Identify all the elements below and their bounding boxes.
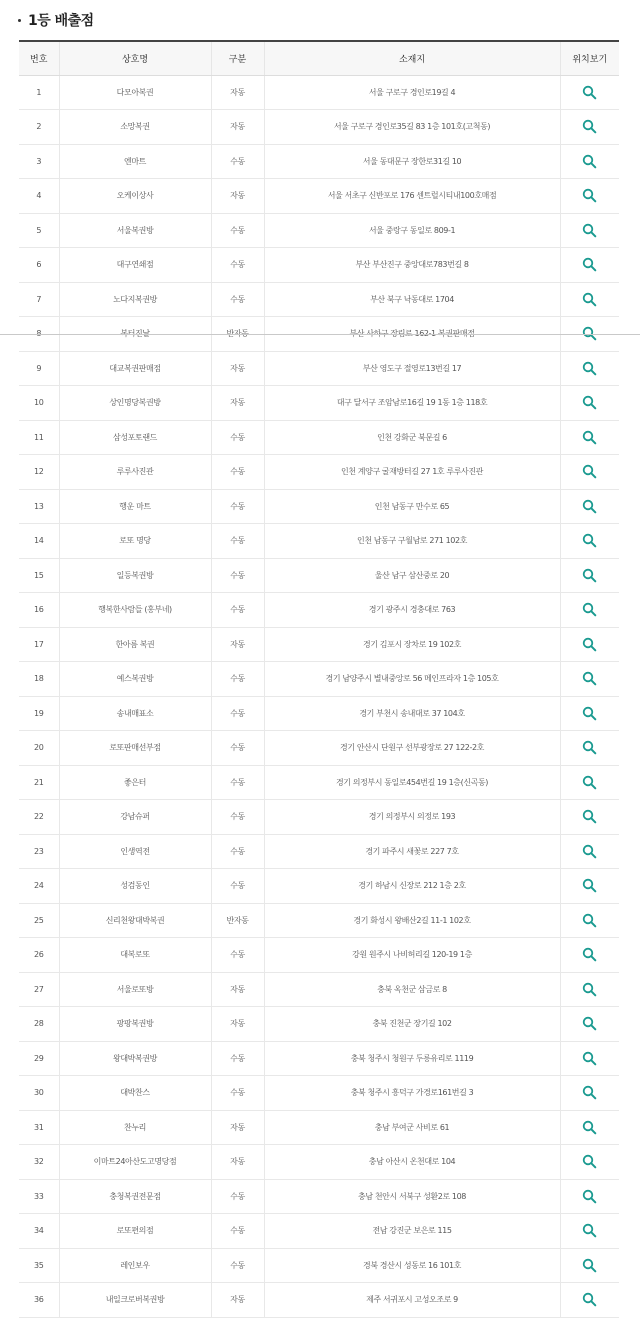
search-icon[interactable] — [582, 154, 597, 169]
purchase-type: 자동 — [211, 627, 264, 662]
store-address: 경기 남양주시 별내중앙로 56 메인프라자 1층 105호 — [264, 662, 560, 697]
store-address: 경기 부천시 송내대로 37 104호 — [264, 696, 560, 731]
table-row — [19, 765, 619, 800]
location-cell — [560, 731, 619, 766]
store-address: 경기 하남시 신장로 212 1층 2호 — [264, 869, 560, 904]
table-row — [19, 248, 619, 283]
store-name: 레인보우 — [59, 1248, 211, 1283]
table-row — [19, 1041, 619, 1076]
store-name: 로또 명당 — [59, 524, 211, 559]
store-address: 서울 구로구 경인로19길 4 — [264, 75, 560, 110]
purchase-type: 수동 — [211, 144, 264, 179]
row-number: 4 — [19, 179, 59, 214]
store-name: 충청복권전문점 — [59, 1179, 211, 1214]
location-cell — [560, 110, 619, 145]
location-cell — [560, 1179, 619, 1214]
location-cell — [560, 213, 619, 248]
search-icon[interactable] — [582, 671, 597, 686]
search-icon[interactable] — [582, 430, 597, 445]
store-address: 경기 파주시 새꽃로 227 7호 — [264, 834, 560, 869]
location-cell — [560, 1041, 619, 1076]
table-row — [19, 662, 619, 697]
search-icon[interactable] — [582, 361, 597, 376]
store-address: 경기 화성시 왕배산2길 11-1 102호 — [264, 903, 560, 938]
row-number: 22 — [19, 800, 59, 835]
purchase-type: 자동 — [211, 1145, 264, 1180]
store-address: 경기 안산시 단원구 선부광장로 27 122-2호 — [264, 731, 560, 766]
table-row — [19, 627, 619, 662]
search-icon[interactable] — [582, 188, 597, 203]
search-icon[interactable] — [582, 292, 597, 307]
store-name: 엔마트 — [59, 144, 211, 179]
store-address: 강원 원주시 나비허리길 120-19 1층 — [264, 938, 560, 973]
search-icon[interactable] — [582, 1051, 597, 1066]
store-address: 서울 동대문구 장한로31길 10 — [264, 144, 560, 179]
search-icon[interactable] — [582, 257, 597, 272]
table-row — [19, 593, 619, 628]
location-cell — [560, 696, 619, 731]
search-icon[interactable] — [582, 1016, 597, 1031]
search-icon[interactable] — [582, 85, 597, 100]
purchase-type: 수동 — [211, 213, 264, 248]
location-cell — [560, 938, 619, 973]
store-name: 노다지복권방 — [59, 282, 211, 317]
search-icon[interactable] — [582, 223, 597, 238]
store-name: 좋은터 — [59, 765, 211, 800]
purchase-type: 반자동 — [211, 903, 264, 938]
header-location: 위치보기 — [560, 41, 619, 75]
search-icon[interactable] — [582, 844, 597, 859]
purchase-type: 수동 — [211, 455, 264, 490]
row-number: 21 — [19, 765, 59, 800]
store-address: 충북 옥천군 삼금로 8 — [264, 972, 560, 1007]
purchase-type: 자동 — [211, 972, 264, 1007]
purchase-type: 수동 — [211, 593, 264, 628]
store-name: 대교복권판매점 — [59, 351, 211, 386]
store-address: 경북 경산시 성동로 16 101호 — [264, 1248, 560, 1283]
row-number: 23 — [19, 834, 59, 869]
purchase-type: 자동 — [211, 110, 264, 145]
header-number: 번호 — [19, 41, 59, 75]
store-name: 이마트24아산도고명당점 — [59, 1145, 211, 1180]
store-address: 전남 강진군 보은로 115 — [264, 1214, 560, 1249]
location-cell — [560, 593, 619, 628]
table-row — [19, 179, 619, 214]
store-name: 강남슈퍼 — [59, 800, 211, 835]
purchase-type: 수동 — [211, 420, 264, 455]
store-name: 일등복권방 — [59, 558, 211, 593]
table-row — [19, 731, 619, 766]
store-name: 대박찬스 — [59, 1076, 211, 1111]
table-row — [19, 800, 619, 835]
store-address: 서울 구로구 경인로35길 83 1층 101호(고척동) — [264, 110, 560, 145]
purchase-type: 수동 — [211, 489, 264, 524]
store-name: 루루사진관 — [59, 455, 211, 490]
table-row — [19, 558, 619, 593]
row-number: 36 — [19, 1283, 59, 1318]
location-cell — [560, 386, 619, 421]
table-row — [19, 1145, 619, 1180]
row-number: 16 — [19, 593, 59, 628]
location-cell — [560, 869, 619, 904]
bullet-icon — [18, 19, 21, 22]
store-name: 예스복권방 — [59, 662, 211, 697]
row-number: 31 — [19, 1110, 59, 1145]
store-name: 서울복권방 — [59, 213, 211, 248]
row-number: 15 — [19, 558, 59, 593]
store-address: 서울 중랑구 동일로 809-1 — [264, 213, 560, 248]
store-name: 한아름 복권 — [59, 627, 211, 662]
table-row — [19, 455, 619, 490]
store-name: 행운 마트 — [59, 489, 211, 524]
store-address: 인천 남동구 구월남로 271 102호 — [264, 524, 560, 559]
store-name: 내일크로버복권방 — [59, 1283, 211, 1318]
row-number: 28 — [19, 1007, 59, 1042]
purchase-type: 수동 — [211, 1214, 264, 1249]
search-icon[interactable] — [582, 878, 597, 893]
search-icon[interactable] — [582, 1189, 597, 1204]
row-number: 26 — [19, 938, 59, 973]
row-number: 7 — [19, 282, 59, 317]
location-cell — [560, 1007, 619, 1042]
location-cell — [560, 1145, 619, 1180]
store-name: 서울로또방 — [59, 972, 211, 1007]
location-cell — [560, 1110, 619, 1145]
row-number: 34 — [19, 1214, 59, 1249]
purchase-type: 자동 — [211, 351, 264, 386]
table-row — [19, 1248, 619, 1283]
header-address: 소재지 — [264, 41, 560, 75]
section-title-text: 1등 배출점 — [28, 13, 94, 29]
row-number: 25 — [19, 903, 59, 938]
search-icon[interactable] — [582, 499, 597, 514]
purchase-type: 수동 — [211, 662, 264, 697]
store-name: 성검동인 — [59, 869, 211, 904]
location-cell — [560, 420, 619, 455]
row-number: 3 — [19, 144, 59, 179]
divider-line — [0, 334, 640, 335]
purchase-type: 수동 — [211, 869, 264, 904]
location-cell — [560, 351, 619, 386]
location-cell — [560, 972, 619, 1007]
purchase-type: 수동 — [211, 1041, 264, 1076]
table-row — [19, 213, 619, 248]
purchase-type: 수동 — [211, 1179, 264, 1214]
table-row — [19, 1076, 619, 1111]
store-name: 대구연쇄점 — [59, 248, 211, 283]
search-icon[interactable] — [582, 982, 597, 997]
row-number: 11 — [19, 420, 59, 455]
store-address: 울산 남구 삼산중로 20 — [264, 558, 560, 593]
location-cell — [560, 524, 619, 559]
purchase-type: 수동 — [211, 282, 264, 317]
table-row — [19, 386, 619, 421]
location-cell — [560, 800, 619, 835]
row-number: 10 — [19, 386, 59, 421]
row-number: 30 — [19, 1076, 59, 1111]
table-row — [19, 144, 619, 179]
table-row — [19, 1214, 619, 1249]
store-name: 오케이상사 — [59, 179, 211, 214]
table-row — [19, 834, 619, 869]
row-number: 14 — [19, 524, 59, 559]
location-cell — [560, 75, 619, 110]
section-title — [18, 8, 94, 32]
purchase-type: 자동 — [211, 179, 264, 214]
purchase-type: 수동 — [211, 248, 264, 283]
store-address: 경기 의정부시 의정로 193 — [264, 800, 560, 835]
store-name: 송내매표소 — [59, 696, 211, 731]
purchase-type: 수동 — [211, 524, 264, 559]
store-address: 대구 달서구 조암남로16길 19 1동 1층 118호 — [264, 386, 560, 421]
store-address: 경기 의정부시 동일로454번길 19 1층(신곡동) — [264, 765, 560, 800]
row-number: 13 — [19, 489, 59, 524]
search-icon[interactable] — [582, 1085, 597, 1100]
table-header-row — [19, 41, 619, 75]
row-number: 9 — [19, 351, 59, 386]
search-icon[interactable] — [582, 395, 597, 410]
search-icon[interactable] — [582, 1120, 597, 1135]
store-name: 신리천왕대박복권 — [59, 903, 211, 938]
search-icon[interactable] — [582, 913, 597, 928]
store-address: 인천 남동구 만수로 65 — [264, 489, 560, 524]
store-address: 경기 김포시 장차로 19 102호 — [264, 627, 560, 662]
location-cell — [560, 627, 619, 662]
location-cell — [560, 248, 619, 283]
store-address: 충북 진천군 장기길 102 — [264, 1007, 560, 1042]
store-address: 부산 영도구 절영로13번길 17 — [264, 351, 560, 386]
table-row — [19, 489, 619, 524]
row-number: 17 — [19, 627, 59, 662]
purchase-type: 수동 — [211, 696, 264, 731]
search-icon[interactable] — [582, 775, 597, 790]
location-cell — [560, 1214, 619, 1249]
store-name: 인생역전 — [59, 834, 211, 869]
table-row — [19, 972, 619, 1007]
table-row — [19, 1283, 619, 1318]
store-address: 충남 천안시 서북구 성환2로 108 — [264, 1179, 560, 1214]
winning-stores-table — [19, 40, 619, 1318]
row-number: 35 — [19, 1248, 59, 1283]
location-cell — [560, 662, 619, 697]
store-address: 경기 광주시 경충대로 763 — [264, 593, 560, 628]
row-number: 12 — [19, 455, 59, 490]
row-number: 1 — [19, 75, 59, 110]
search-icon[interactable] — [582, 568, 597, 583]
row-number: 6 — [19, 248, 59, 283]
search-icon[interactable] — [582, 464, 597, 479]
purchase-type: 자동 — [211, 1110, 264, 1145]
store-address: 제주 서귀포시 고성오조로 9 — [264, 1283, 560, 1318]
store-address: 인천 계양구 굴재방터길 27 1호 루루사진관 — [264, 455, 560, 490]
purchase-type: 자동 — [211, 75, 264, 110]
store-name: 다모아복권 — [59, 75, 211, 110]
row-number: 32 — [19, 1145, 59, 1180]
store-name: 소망복권 — [59, 110, 211, 145]
store-name: 상인명당복권방 — [59, 386, 211, 421]
table-row — [19, 75, 619, 110]
purchase-type: 수동 — [211, 800, 264, 835]
location-cell — [560, 1248, 619, 1283]
row-number: 29 — [19, 1041, 59, 1076]
row-number: 18 — [19, 662, 59, 697]
search-icon[interactable] — [582, 1292, 597, 1307]
table-row — [19, 420, 619, 455]
table-row — [19, 938, 619, 973]
location-cell — [560, 179, 619, 214]
table-row — [19, 1110, 619, 1145]
purchase-type: 수동 — [211, 765, 264, 800]
location-cell — [560, 455, 619, 490]
location-cell — [560, 558, 619, 593]
store-name: 로또편의점 — [59, 1214, 211, 1249]
row-number: 2 — [19, 110, 59, 145]
search-icon[interactable] — [582, 947, 597, 962]
store-name: 대복로또 — [59, 938, 211, 973]
purchase-type: 자동 — [211, 386, 264, 421]
purchase-type: 자동 — [211, 1283, 264, 1318]
purchase-type: 수동 — [211, 731, 264, 766]
search-icon[interactable] — [582, 119, 597, 134]
store-name: 로또판매선부점 — [59, 731, 211, 766]
row-number: 33 — [19, 1179, 59, 1214]
location-cell — [560, 765, 619, 800]
location-cell — [560, 282, 619, 317]
search-icon[interactable] — [582, 637, 597, 652]
location-cell — [560, 903, 619, 938]
store-address: 서울 서초구 신반포로 176 센트럴시티내100호매점 — [264, 179, 560, 214]
table-row — [19, 110, 619, 145]
row-number: 20 — [19, 731, 59, 766]
location-cell — [560, 144, 619, 179]
row-number: 27 — [19, 972, 59, 1007]
store-address: 부산 부산진구 중앙대로783번길 8 — [264, 248, 560, 283]
purchase-type: 수동 — [211, 558, 264, 593]
purchase-type: 수동 — [211, 834, 264, 869]
purchase-type: 수동 — [211, 938, 264, 973]
store-name: 왕대박복권방 — [59, 1041, 211, 1076]
table-row — [19, 903, 619, 938]
search-icon[interactable] — [582, 602, 597, 617]
table-row — [19, 869, 619, 904]
store-address: 충북 청주시 청원구 두릉유리로 1119 — [264, 1041, 560, 1076]
search-icon[interactable] — [582, 1154, 597, 1169]
table-row — [19, 1007, 619, 1042]
store-name: 삼성포토랜드 — [59, 420, 211, 455]
row-number: 24 — [19, 869, 59, 904]
store-address: 충남 부여군 사비로 61 — [264, 1110, 560, 1145]
search-icon[interactable] — [582, 1258, 597, 1273]
search-icon[interactable] — [582, 809, 597, 824]
search-icon[interactable] — [582, 1223, 597, 1238]
purchase-type: 자동 — [211, 1007, 264, 1042]
search-icon[interactable] — [582, 706, 597, 721]
store-name: 행복한사람들 (홍부네) — [59, 593, 211, 628]
store-address: 인천 강화군 북문길 6 — [264, 420, 560, 455]
store-name: 찬누리 — [59, 1110, 211, 1145]
purchase-type: 수동 — [211, 1248, 264, 1283]
search-icon[interactable] — [582, 533, 597, 548]
header-store-name: 상호명 — [59, 41, 211, 75]
location-cell — [560, 489, 619, 524]
table-row — [19, 282, 619, 317]
table-row — [19, 524, 619, 559]
row-number: 5 — [19, 213, 59, 248]
search-icon[interactable] — [582, 740, 597, 755]
table-row — [19, 351, 619, 386]
header-type: 구분 — [211, 41, 264, 75]
store-address: 충남 아산시 온천대로 104 — [264, 1145, 560, 1180]
store-name: 팡팡복권방 — [59, 1007, 211, 1042]
location-cell — [560, 1076, 619, 1111]
purchase-type: 수동 — [211, 1076, 264, 1111]
location-cell — [560, 834, 619, 869]
store-address: 충북 청주시 흥덕구 가경로161번길 3 — [264, 1076, 560, 1111]
table-row — [19, 696, 619, 731]
table-row — [19, 1179, 619, 1214]
store-address: 부산 북구 낙동대로 1704 — [264, 282, 560, 317]
row-number: 19 — [19, 696, 59, 731]
location-cell — [560, 1283, 619, 1318]
